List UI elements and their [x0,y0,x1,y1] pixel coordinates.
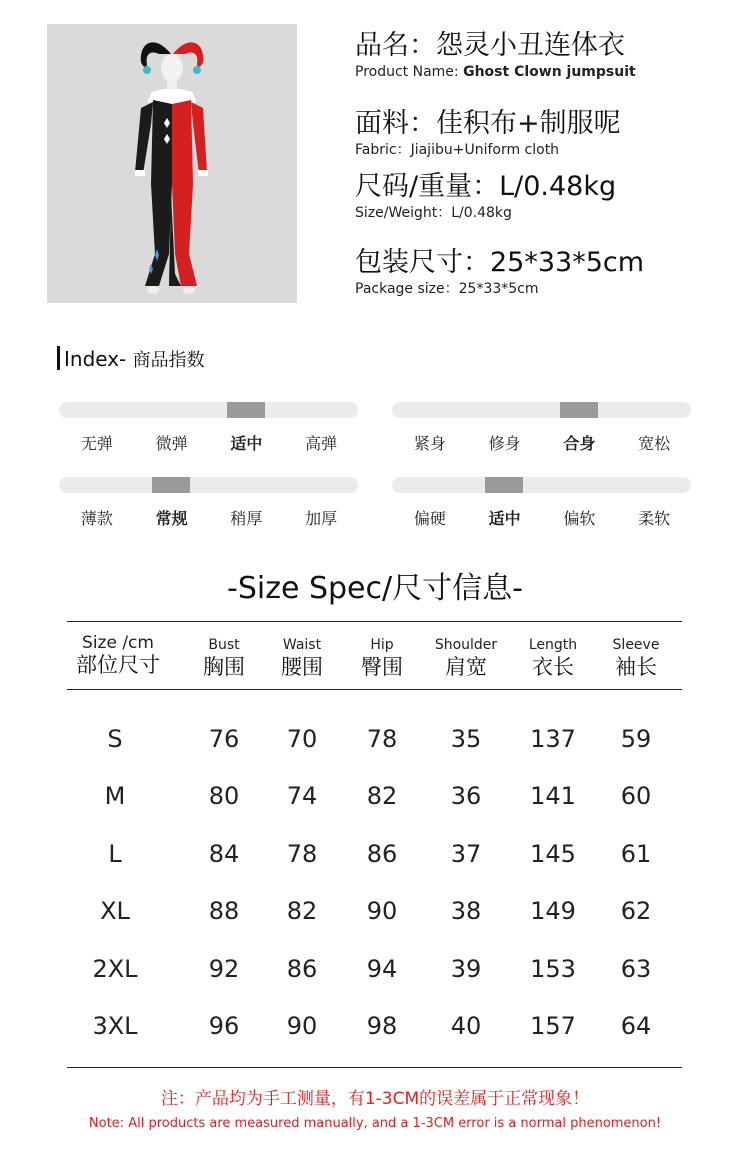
table-cell: 61 [620,840,652,868]
table-header-cell [586,637,686,680]
table-cell: 63 [620,955,652,983]
product-photo [47,24,297,303]
index-title [57,346,205,372]
package-cn: 包装尺寸：25*33*5cm [355,247,645,278]
index-scale-option: 适中 [230,434,263,453]
size-weight-en: Size/Weight：L/0.48kg [355,205,512,221]
table-row [0,896,750,926]
index-title-cn: 商品指数 [132,350,205,371]
product-name [355,31,636,81]
table-cell: 90 [286,1012,318,1040]
table-cell: 90 [366,897,398,925]
table-cell: S [107,725,123,753]
package-en: Package size：25*33*5cm [355,281,539,297]
table-cell: 157 [530,1012,576,1040]
table-cell: 62 [620,897,652,925]
table-header-cn: 臀围 [361,655,403,679]
table-row [0,839,750,869]
product-fabric [355,109,621,159]
table-header-cn: 袖长 [615,655,657,679]
index-scale-option: 合身 [563,434,596,453]
index-scale-option: 宽松 [638,434,671,453]
index-scale-option: 修身 [488,434,521,453]
table-cell: 145 [530,840,576,868]
table-header-cn: 衣长 [532,655,574,679]
table-cell: 35 [450,725,482,753]
table-cell: 82 [366,782,398,810]
index-scale-marker [227,402,265,418]
table-cell: 2XL [92,955,138,983]
table-row [0,724,750,754]
table-cell: 70 [286,725,318,753]
index-scale-marker [485,477,523,493]
table-header-en: Sleeve [612,637,660,653]
index-title-bar [57,346,60,370]
table-cell: 60 [620,782,652,810]
table-cell: 94 [366,955,398,983]
table-cell: 3XL [92,1012,138,1040]
product-package [355,248,644,298]
table-top-rule [67,621,682,622]
index-title-en: Index- [64,347,127,371]
table-cell: 92 [208,955,240,983]
index-scale-option: 高弹 [305,434,338,453]
product-name-en-label: Product Name: [355,64,459,80]
index-scale-option: 稍厚 [230,509,263,528]
table-cell: 149 [530,897,576,925]
table-cell: 84 [208,840,240,868]
index-scale-option: 常规 [155,509,188,528]
index-scale-marker [152,477,190,493]
table-header-cn: 腰围 [281,655,323,679]
product-size-weight [355,172,616,222]
table-row [0,1011,750,1041]
table-bottom-rule [67,1067,682,1068]
table-cell: XL [100,897,130,925]
table-cell: 80 [208,782,240,810]
table-cell: M [104,782,126,810]
fabric-cn: 面料：佳积布+制服呢 [355,108,621,139]
index-scale-option: 紧身 [413,434,446,453]
table-cell: 78 [286,840,318,868]
table-cell: 40 [450,1012,482,1040]
index-scale-track [59,402,358,418]
clown-jumpsuit-image [47,24,297,303]
table-cell: 141 [530,782,576,810]
index-scale-track [392,402,691,418]
index-scale-option: 柔软 [638,509,671,528]
table-cell: 96 [208,1012,240,1040]
table-cell: 86 [366,840,398,868]
index-scale-track [59,477,358,493]
table-header-cn: 部位尺寸 [76,653,160,677]
table-header-rule [67,689,682,690]
index-scale-option: 无弹 [80,434,113,453]
table-header-en: Waist [282,637,322,653]
measurement-note-cn: 注：产品均为手工测量，有1-3CM的误差属于正常现象！ [160,1089,590,1109]
table-header-en: Length [528,637,578,653]
fabric-en: Fabric：Jiajibu+Uniform cloth [355,142,560,158]
table-header-en: Shoulder [434,637,498,653]
table-cell: 59 [620,725,652,753]
measurement-note-en: Note: All products are measured manually, and a 1-3CM error is a normal phenomenon! [88,1116,662,1131]
table-header-en: Hip [370,637,394,653]
index-scale-option: 偏硬 [413,509,446,528]
table-cell: 137 [530,725,576,753]
index-scale-option: 适中 [488,509,521,528]
size-weight-cn: 尺码/重量：L/0.48kg [355,171,617,202]
index-scale-option: 微弹 [155,434,188,453]
table-cell: 153 [530,955,576,983]
table-cell: 82 [286,897,318,925]
index-scale-option: 薄款 [80,509,113,528]
table-cell: 64 [620,1012,652,1040]
product-name-en [355,63,636,81]
table-row [0,954,750,984]
index-scale-option: 偏软 [563,509,596,528]
table-cell: 74 [286,782,318,810]
table-cell: 98 [366,1012,398,1040]
table-header-cell [68,633,168,677]
table-cell: 36 [450,782,482,810]
table-cell: 37 [450,840,482,868]
table-row [0,781,750,811]
index-scale-track [392,477,691,493]
index-scale-option: 加厚 [305,509,338,528]
table-cell: 76 [208,725,240,753]
table-header-cn: 肩宽 [445,655,487,679]
table-cell: 39 [450,955,482,983]
table-cell: 38 [450,897,482,925]
table-cell: 78 [366,725,398,753]
table-header-cn: 胸围 [203,655,245,679]
table-header-en: Bust [208,637,240,653]
index-scale-marker [560,402,598,418]
product-name-en-value: Ghost Clown jumpsuit [463,64,636,80]
table-cell: L [108,840,122,868]
size-spec-title: -Size Spec/尺寸信息- [227,571,523,606]
table-cell: 86 [286,955,318,983]
table-cell: 88 [208,897,240,925]
product-name-cn: 品名：怨灵小丑连体衣 [355,30,625,61]
table-header-cell [416,637,516,680]
table-header-en: Size /cm [82,633,154,653]
